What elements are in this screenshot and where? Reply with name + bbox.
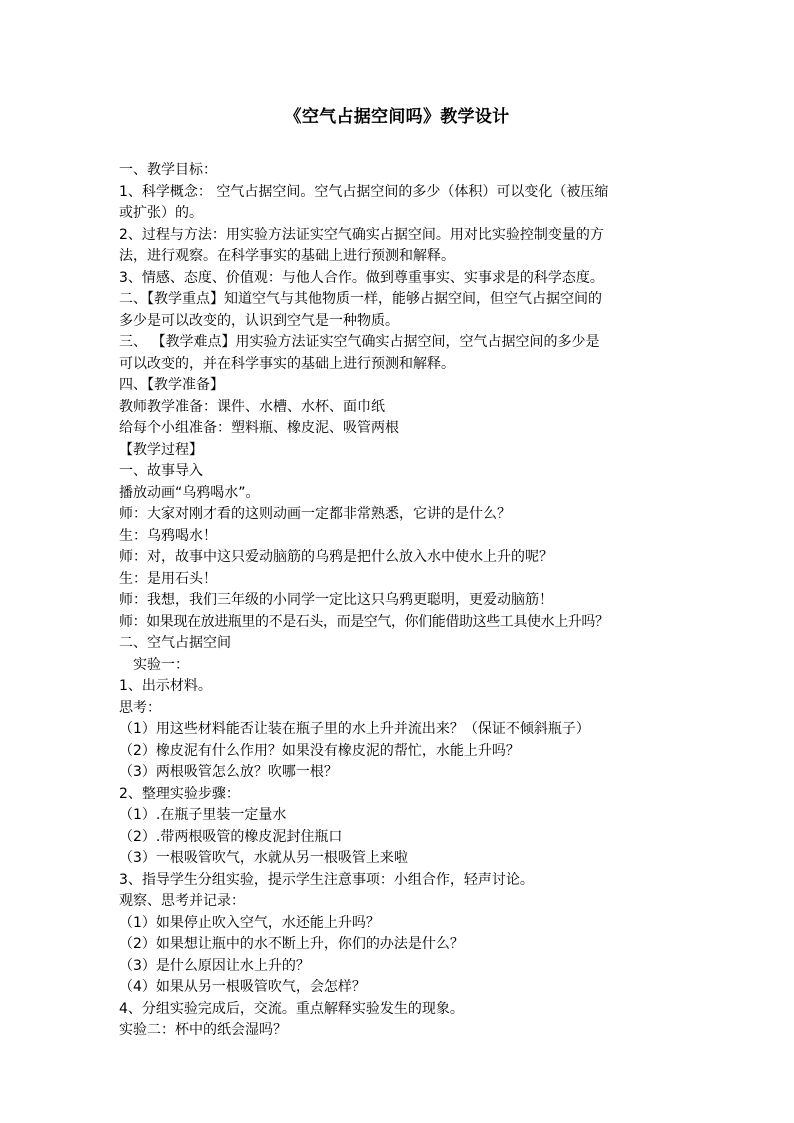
text-line: （1）.在瓶子里装一定量水 bbox=[119, 807, 287, 823]
text-line: 3、情感、态度、价值观：与他人合作。做到尊重事实、实事求是的科学态度。 bbox=[119, 269, 604, 286]
text-line: （3）两根吸管怎么放？吹哪一根？ bbox=[119, 764, 338, 780]
text-line: 观察、思考并记录： bbox=[119, 893, 245, 909]
text-line: 播放动画“乌鸦喝水”。 bbox=[119, 484, 260, 501]
text-line: （3）一根吸管吹气，水就从另一根吸管上来啦 bbox=[119, 850, 408, 866]
text-line: 师：大家对刚才看的这则动画一定都非常熟悉，它讲的是什么？ bbox=[119, 506, 511, 522]
text-line: （2）橡皮泥有什么作用？如果没有橡皮泥的帮忙，水能上升吗？ bbox=[119, 742, 520, 759]
text-line: 给每个小组准备：塑料瓶、橡皮泥、吸管两根 bbox=[119, 420, 399, 436]
document-body bbox=[119, 160, 679, 1042]
text-line: 三、 【教学难点】用实验方法证实空气确实占据空间，空气占据空间的多少是 bbox=[119, 334, 600, 350]
text-line: 四、【教学准备】 bbox=[119, 377, 224, 393]
text-line: （2）.带两根吸管的橡皮泥封住瓶口 bbox=[119, 828, 343, 845]
text-line: 3、指导学生分组实验，提示学生注意事项：小组合作，轻声讨论。 bbox=[119, 871, 534, 888]
text-line: 思考： bbox=[119, 699, 161, 716]
text-line: 一、故事导入 bbox=[119, 463, 203, 479]
text-line: （2）如果想让瓶中的水不断上升，你们的办法是什么？ bbox=[119, 936, 464, 952]
text-line: 实验二：杯中的纸会湿吗？ bbox=[119, 1022, 287, 1038]
text-line: 师：如果现在放进瓶里的不是石头，而是空气，你们能借助这些工具使水上升吗？ bbox=[119, 613, 609, 630]
text-line: 师：我想，我们三年级的小同学一定比这只乌鸦更聪明，更爱动脑筋！ bbox=[119, 592, 553, 608]
text-line: 生：是用石头！ bbox=[119, 570, 217, 587]
document-title: 《空气占据空间吗》教学设计 bbox=[284, 107, 510, 127]
text-line: 师：对，故事中这只爱动脑筋的乌鸦是把什么放入水中使水上升的呢？ bbox=[119, 549, 553, 565]
text-line: （1）用这些材料能否让装在瓶子里的水上升并流出来？（保证不倾斜瓶子） bbox=[119, 721, 590, 737]
text-line: 教师教学准备：课件、水槽、水杯、面巾纸 bbox=[119, 398, 385, 415]
text-line: 【教学过程】 bbox=[119, 441, 203, 458]
text-line: 可以改变的，并在科学事实的基础上进行预测和解释。 bbox=[119, 355, 455, 372]
text-line: 2、整理实验步骤： bbox=[119, 785, 240, 802]
text-line: 多少是可以改变的，认识到空气是一种物质。 bbox=[119, 312, 399, 329]
text-line: 4、分组实验完成后，交流。重点解释实验发生的现象。 bbox=[119, 1000, 464, 1017]
text-line: 二、空气占据空间 bbox=[119, 635, 231, 651]
text-line: （3）是什么原因让水上升的？ bbox=[119, 957, 310, 974]
text-line: 实验一： bbox=[133, 656, 189, 673]
text-line: 1、出示材料。 bbox=[119, 678, 212, 694]
text-line: 2、过程与方法：用实验方法证实空气确实占据空间。用对比实验控制变量的方 bbox=[119, 226, 604, 243]
text-line: 二、【教学重点】知道空气与其他物质一样，能够占据空间，但空气占据空间的 bbox=[119, 291, 602, 307]
text-line: （1）如果停止吹入空气，水还能上升吗？ bbox=[119, 914, 380, 931]
text-line: 或扩张）的。 bbox=[119, 205, 203, 221]
text-line: 一、教学目标： bbox=[119, 162, 217, 178]
text-line: （4）如果从另一根吸管吹气，会怎样？ bbox=[119, 979, 366, 995]
text-line: 生：乌鸦喝水！ bbox=[119, 527, 217, 544]
text-line: 法，进行观察。在科学事实的基础上进行预测和解释。 bbox=[119, 248, 455, 264]
text-line: 1、科学概念： 空气占据空间。空气占据空间的多少（体积）可以变化（被压缩 bbox=[119, 183, 609, 200]
